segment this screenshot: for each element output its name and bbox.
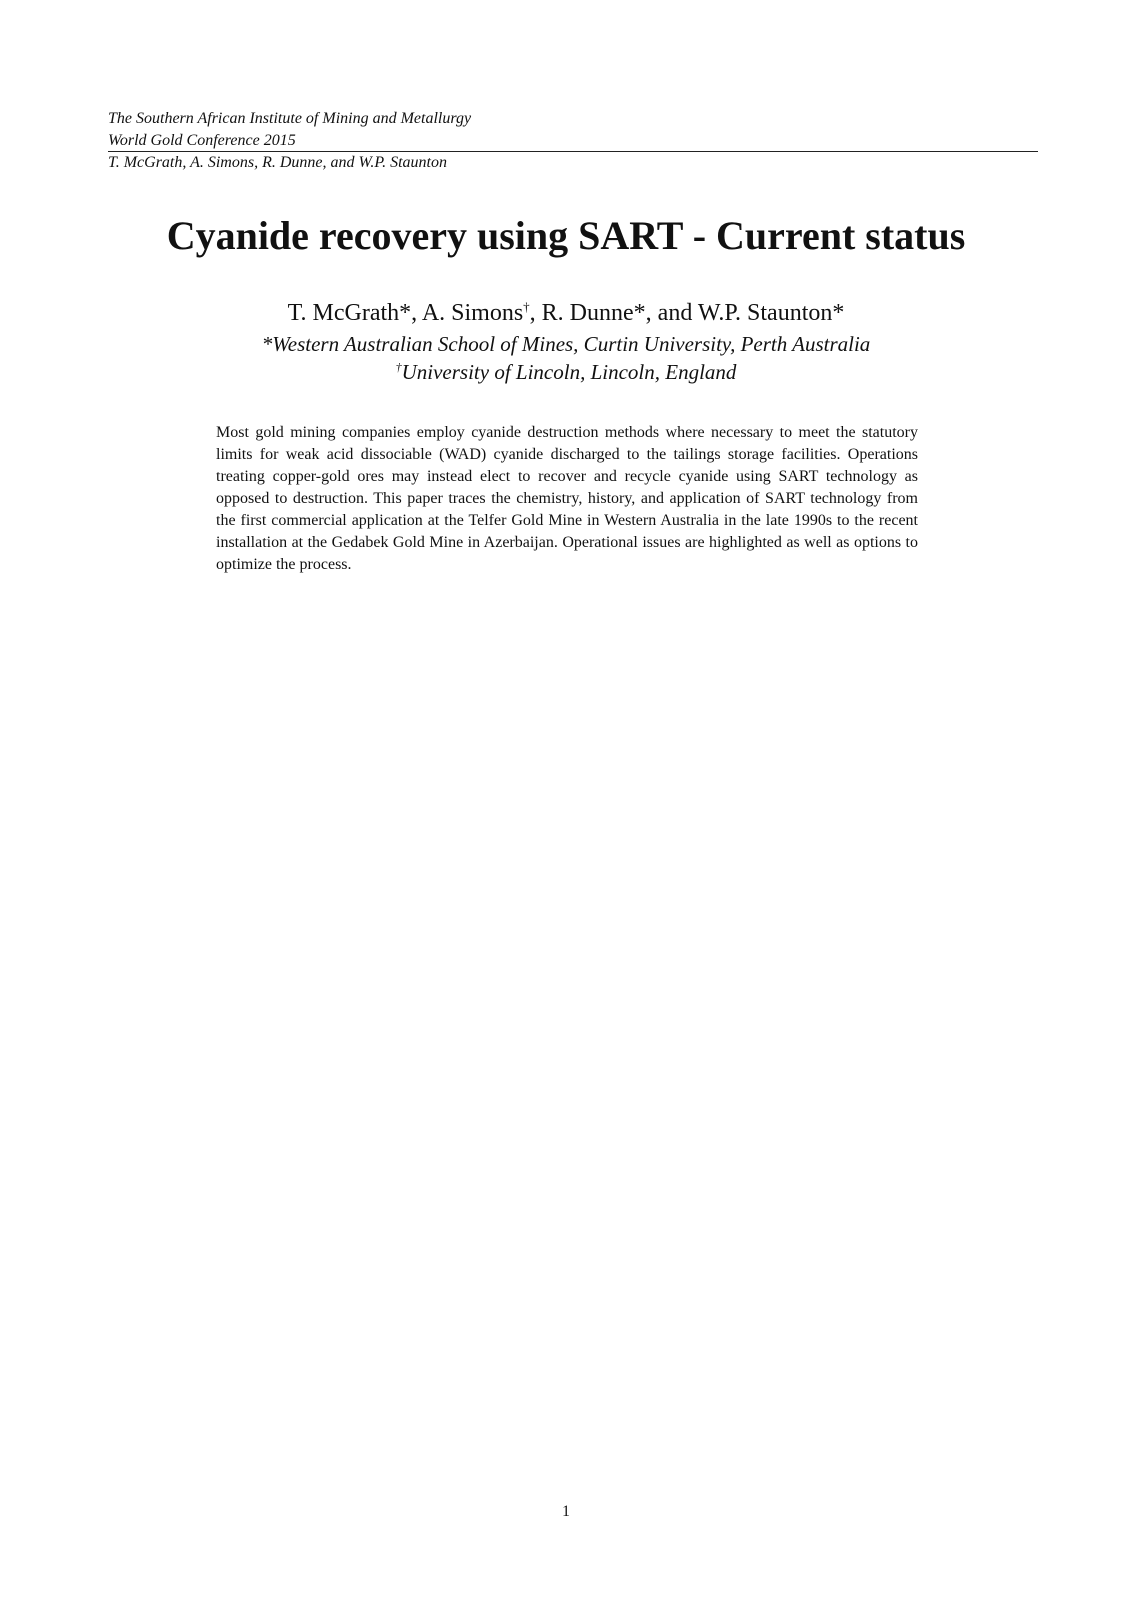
author-list <box>0 298 1132 328</box>
authors-part-1: T. McGrath*, A. Simons <box>287 300 524 326</box>
paper-title: Cyanide recovery using SART - Current status <box>166 213 966 258</box>
abstract: Most gold mining companies employ cyanide destruction methods where necessary to meet the statutory limits for weak acid dissociable (WAD) cyanide discharged to the tailings storage facilities. Operations treating copper-gold ores may instead elect to recover and recycle cyanide using SART technology as opposed to destruction. This paper traces the chemistry, history, and application of SART technology from the first commercial application at the Telfer Gold Mine in Western Australia in the late 1990s to the recent installation at the Gedabek Gold Mine in Azerbaijan. Operational issues are highlighted as well as options to optimize the process. <box>216 424 918 573</box>
header-conference: World Gold Conference 2015 <box>108 132 296 149</box>
dagger-mark: † <box>523 299 530 314</box>
authors-part-2: , R. Dunne*, and W.P. Staunton* <box>529 300 845 326</box>
affiliations <box>0 330 1132 386</box>
affiliation-dagger-mark: † <box>395 360 402 374</box>
header-institute: The Southern African Institute of Mining and Metallurgy <box>108 110 472 127</box>
header-rule <box>108 151 1038 152</box>
affiliation-lincoln: University of Lincoln, Lincoln, England <box>401 360 737 384</box>
page-number: 1 <box>562 1503 570 1520</box>
header-authors: T. McGrath, A. Simons, R. Dunne, and W.P. Staunton <box>108 154 447 171</box>
affiliation-lincoln-line <box>0 358 1132 386</box>
affiliation-curtin: *Western Australian School of Mines, Curtin University, Perth Australia <box>261 332 871 356</box>
running-header <box>108 108 1038 174</box>
